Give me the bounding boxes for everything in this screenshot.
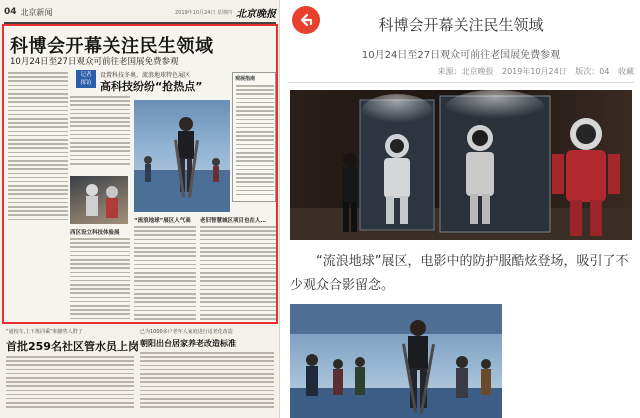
lower-right-kicker: 已为1000多户老年人家庭进行适老化改造 [140, 329, 233, 335]
article-meta [431, 66, 634, 77]
text-column-lower-2 [134, 226, 196, 322]
page-number: 04 [4, 7, 17, 17]
meta-edition: 版次：04 [575, 67, 610, 76]
exoskeleton-photo-small [134, 100, 230, 212]
visitor-guide-box: 观展指南 [232, 72, 276, 202]
highlighted-article-box[interactable] [2, 24, 278, 324]
inner-headline: 高科技纷纷“抢热点” [100, 80, 203, 93]
newspaper-header [4, 4, 276, 20]
masthead-logo: 北京晚报 [236, 8, 276, 20]
article-reader-panel [282, 0, 640, 418]
text-column-middle [70, 96, 130, 167]
meta-divider [288, 82, 634, 83]
text-column-left [8, 72, 68, 223]
lower-left-kicker: “通校车,上下班同乘”和撤售人群了 [6, 329, 83, 335]
reporter-visit-badge: 记者 探访 [76, 70, 96, 88]
section-name: 北京新闻 [20, 7, 53, 17]
newspaper-page-scan [0, 0, 280, 418]
column-heading-1: 西区设立科技体验展 [70, 230, 120, 236]
exoskeleton-exhibit-photo[interactable] [290, 304, 502, 418]
spacesuit-photo-small [70, 176, 128, 224]
text-column-lower-1 [70, 238, 130, 322]
spacesuit-exhibit-photo[interactable] [290, 90, 632, 240]
issue-date: 2019年10月24日 星期四 [174, 9, 232, 16]
meta-source: 来源：北京晚报 [437, 67, 494, 76]
inner-subtitle: 设置科技冬奥、流浪地球特色展区 [100, 72, 191, 79]
lower-left-headline: 首批259名社区管水员上岗 [6, 340, 139, 353]
article-subtitle: 10月24日至27日观众可前往老国展免费参观 [10, 57, 179, 67]
column-heading-2: “流浪地球”展区人气高 [134, 218, 191, 224]
lower-right-text [140, 352, 274, 411]
lower-right-headline: 朝阳出台居家养老改造标准 [140, 339, 236, 348]
lower-left-text [6, 356, 134, 410]
article-headline: 科博会开幕关注民生领域 [10, 36, 214, 57]
article-body-paragraph: “流浪地球”展区，电影中的防护服酷炫登场，吸引了不少观众合影留念。 [290, 254, 629, 293]
bookmark-link[interactable]: 收藏 [618, 67, 634, 76]
article-title: 科博会开幕关注民生领域 [378, 16, 544, 34]
column-heading-3: 老旧智慧城区项目也在人… [200, 218, 267, 224]
text-column-lower-3 [200, 226, 276, 322]
meta-date: 2019年10月24日 [502, 67, 567, 76]
article-subtitle: 10月24日至27日观众可前往老国展免费参观 [361, 50, 561, 61]
